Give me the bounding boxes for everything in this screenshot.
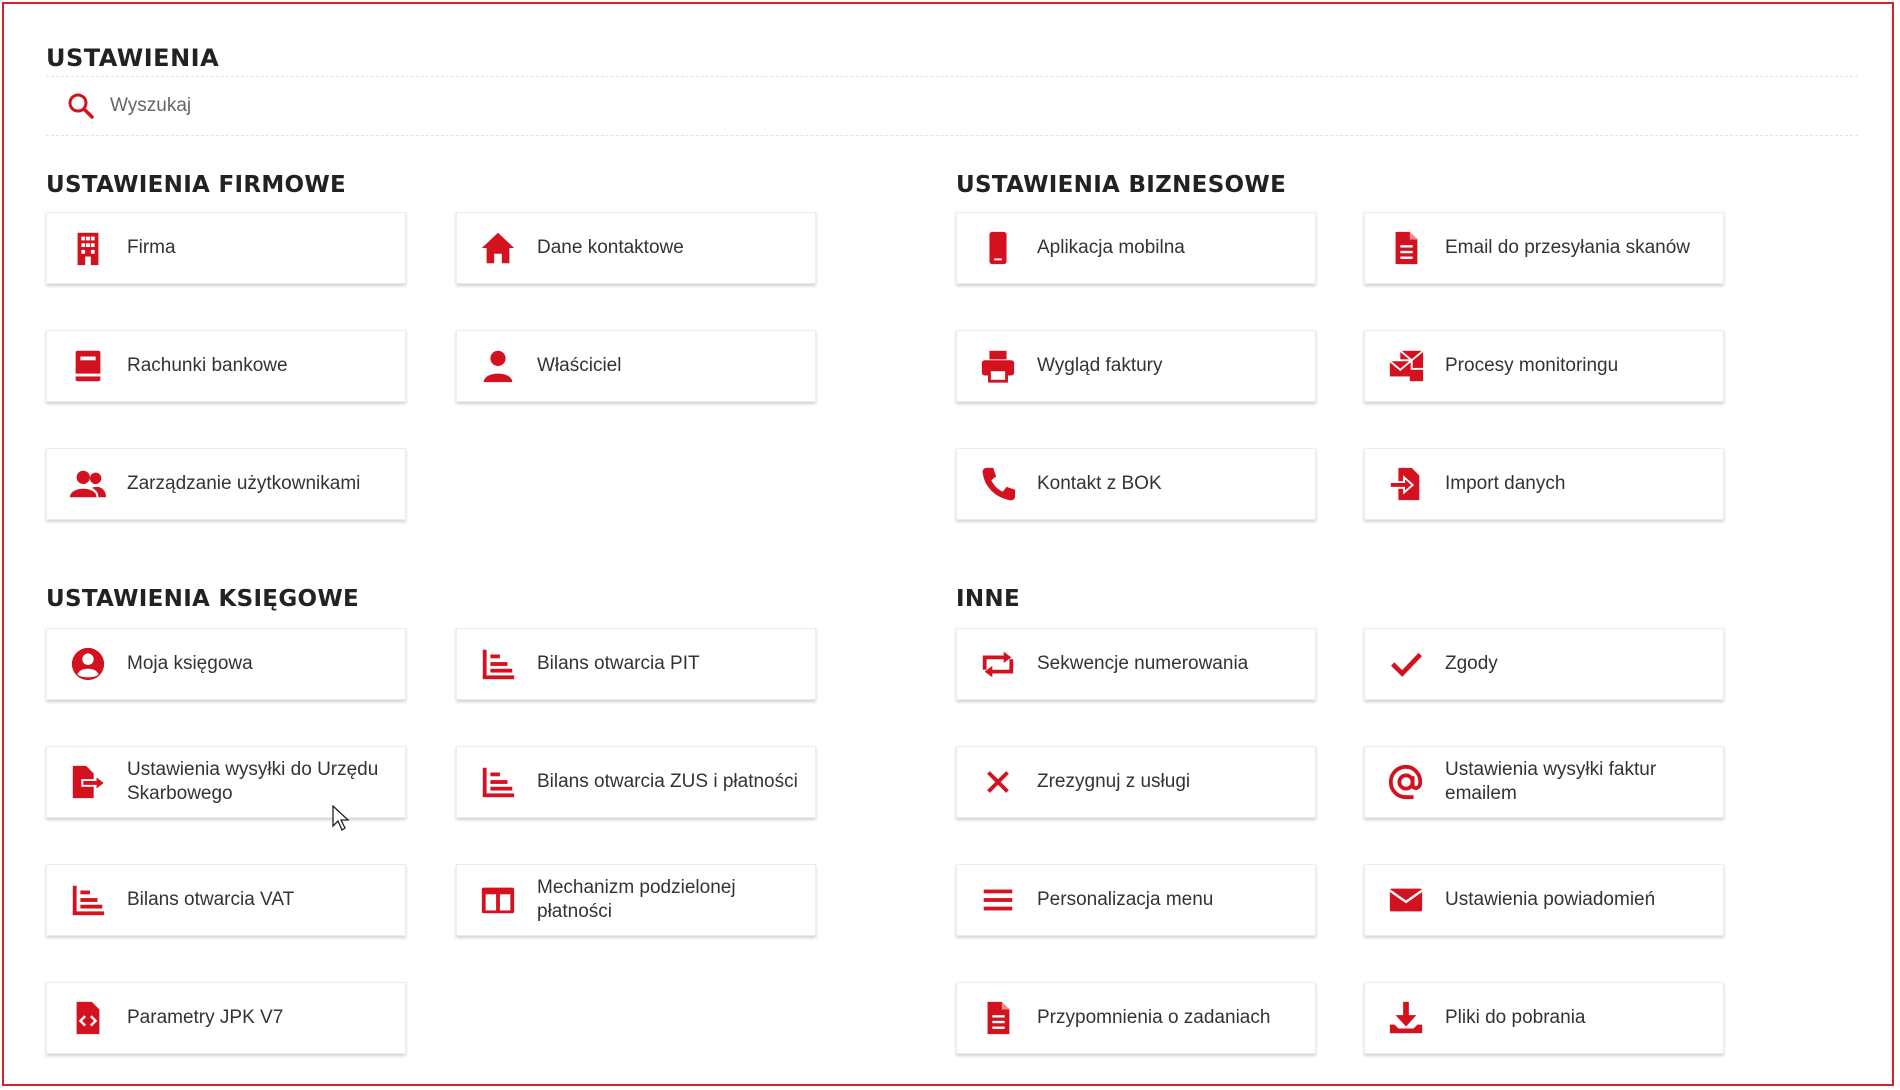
file-code-icon (67, 997, 109, 1039)
tile-label: Mechanizm podzielonej płatności (537, 877, 736, 922)
tile-moja-ksiegowa[interactable] (46, 628, 406, 700)
tile-label: Właściciel (537, 355, 622, 376)
section-title-firmowe: USTAWIENIA FIRMOWE (46, 172, 347, 198)
tile-label: Moja księgowa (127, 653, 253, 674)
tile-sekwencje-numerowania[interactable] (956, 628, 1316, 700)
download-icon (1385, 997, 1427, 1039)
tile-label: Personalizacja menu (1037, 889, 1214, 910)
tile-kontakt-bok[interactable] (956, 448, 1316, 520)
tile-personalizacja-menu[interactable] (956, 864, 1316, 936)
tile-label: Wygląd faktury (1037, 355, 1163, 376)
tile-label: Zrezygnuj z usługi (1037, 771, 1191, 792)
envelope-icon (1385, 879, 1427, 921)
tile-label: Firma (127, 237, 176, 258)
tile-label: Przypomnienia o zadaniach (1037, 1007, 1271, 1028)
tile-label: Dane kontaktowe (537, 237, 684, 258)
mobile-icon (977, 227, 1019, 269)
home-icon (477, 227, 519, 269)
at-icon (1385, 761, 1427, 803)
tile-label: Parametry JPK V7 (127, 1007, 284, 1028)
menu-icon (977, 879, 1019, 921)
printer-icon (977, 345, 1019, 387)
tile-bilans-zus[interactable] (456, 746, 816, 818)
tile-wysylka-urzad-skarbowy[interactable] (46, 746, 406, 818)
building-icon (67, 227, 109, 269)
settings-frame (2, 2, 1894, 1086)
split-columns-icon (477, 879, 519, 921)
bar-chart-icon (477, 643, 519, 685)
check-icon (1385, 643, 1427, 685)
tile-ustawienia-powiadomien[interactable] (1364, 864, 1724, 936)
close-icon (977, 761, 1019, 803)
tile-label: Ustawienia powiadomień (1445, 889, 1656, 910)
tile-rachunki-bankowe[interactable] (46, 330, 406, 402)
tile-przypomnienia[interactable] (956, 982, 1316, 1054)
tile-pliki-do-pobrania[interactable] (1364, 982, 1724, 1054)
repeat-icon (977, 643, 1019, 685)
tile-import-danych[interactable] (1364, 448, 1724, 520)
tile-label: Email do przesyłania skanów (1445, 237, 1691, 258)
tile-label: Bilans otwarcia PIT (537, 653, 700, 674)
tile-zgody[interactable] (1364, 628, 1724, 700)
document-icon (1385, 227, 1427, 269)
tile-label: Pliki do pobrania (1445, 1007, 1586, 1028)
tile-zrezygnuj[interactable] (956, 746, 1316, 818)
tile-label: Import danych (1445, 473, 1566, 494)
search-icon (66, 91, 96, 121)
tile-label: Aplikacja mobilna (1037, 237, 1185, 258)
phone-icon (977, 463, 1019, 505)
tile-mechanizm-podzielonej-platnosci[interactable] (456, 864, 816, 936)
tile-label: Procesy monitoringu (1445, 355, 1619, 376)
tile-label: Ustawienia wysyłki faktur emailem (1445, 759, 1657, 804)
file-export-icon (67, 761, 109, 803)
tile-bilans-vat[interactable] (46, 864, 406, 936)
section-title-inne: INNE (956, 586, 1020, 612)
search-bar[interactable] (46, 76, 1858, 136)
bank-book-icon (67, 345, 109, 387)
tile-label: Zarządzanie użytkownikami (127, 473, 361, 494)
tile-label: Sekwencje numerowania (1037, 653, 1249, 674)
tile-wyglad-faktury[interactable] (956, 330, 1316, 402)
bar-chart-icon (477, 761, 519, 803)
tile-email-skany[interactable] (1364, 212, 1724, 284)
file-import-icon (1385, 463, 1427, 505)
tile-firma[interactable] (46, 212, 406, 284)
tile-aplikacja-mobilna[interactable] (956, 212, 1316, 284)
page-title: USTAWIENIA (46, 44, 220, 72)
mouse-cursor-icon (332, 805, 350, 831)
tile-zarzadzanie-uzytkownikami[interactable] (46, 448, 406, 520)
bar-chart-icon (67, 879, 109, 921)
tile-label: Zgody (1445, 653, 1498, 674)
tile-procesy-monitoringu[interactable] (1364, 330, 1724, 402)
tile-wysylka-faktur-emailem[interactable] (1364, 746, 1724, 818)
tile-bilans-pit[interactable] (456, 628, 816, 700)
tile-wlasciciel[interactable] (456, 330, 816, 402)
section-title-biznesowe: USTAWIENIA BIZNESOWE (956, 172, 1287, 198)
search-input[interactable] (108, 94, 1712, 118)
section-title-ksiegowe: USTAWIENIA KSIĘGOWE (46, 586, 360, 612)
document-icon (977, 997, 1019, 1039)
tile-label: Bilans otwarcia VAT (127, 889, 295, 910)
tile-label: Rachunki bankowe (127, 355, 288, 376)
tile-label: Ustawienia wysyłki do Urzędu Skarbowego (127, 759, 379, 804)
envelope-monitor-icon (1385, 345, 1427, 387)
user-icon (477, 345, 519, 387)
tile-parametry-jpk[interactable] (46, 982, 406, 1054)
tile-label: Bilans otwarcia ZUS i płatności (537, 771, 798, 792)
users-icon (67, 463, 109, 505)
tile-label: Kontakt z BOK (1037, 473, 1162, 494)
user-circle-icon (67, 643, 109, 685)
tile-dane-kontaktowe[interactable] (456, 212, 816, 284)
